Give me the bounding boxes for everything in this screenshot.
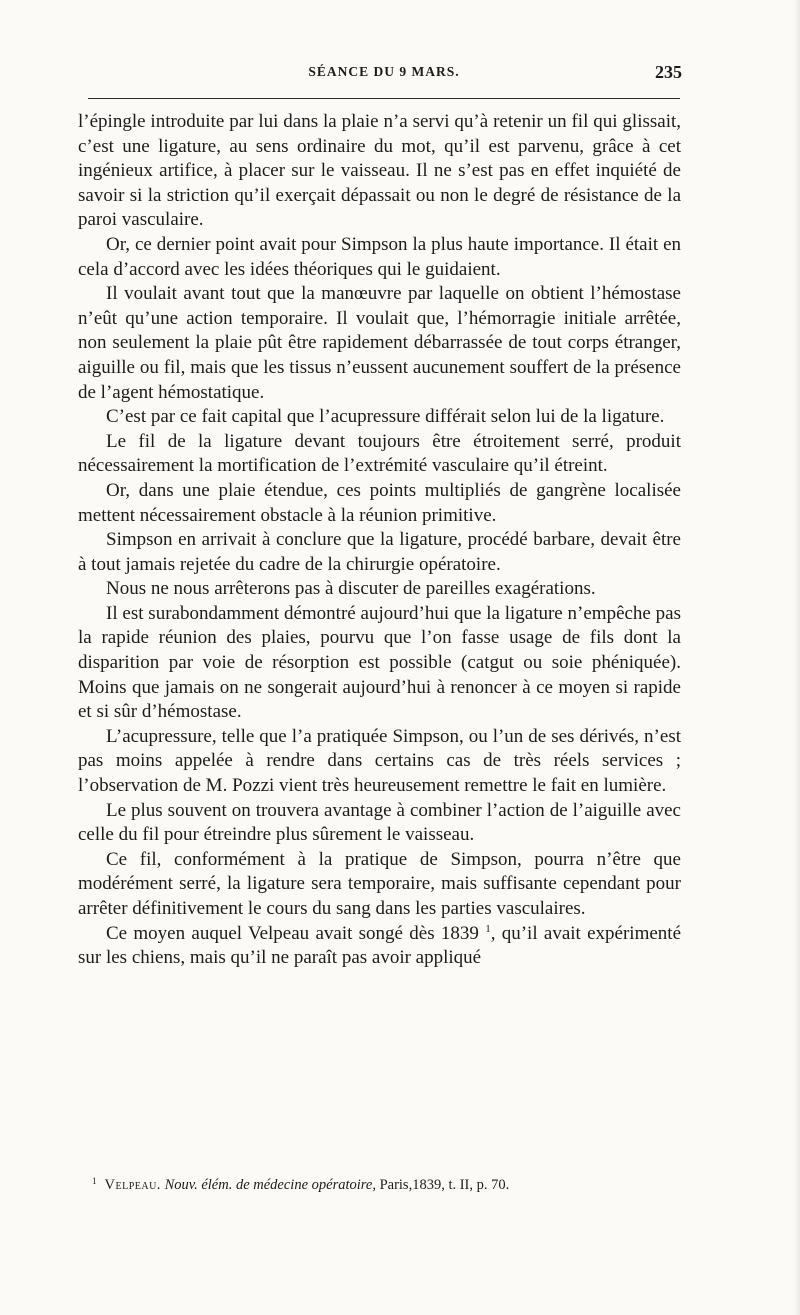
- paragraph: Or, dans une plaie étendue, ces points multipliés de gangrène localisée mettent nécessairement obstacle à la réunion primitive.: [78, 479, 681, 526]
- page-edge-shadow: [794, 0, 800, 1315]
- page-number: 235: [655, 62, 682, 82]
- footnote-marker: 1: [92, 1176, 97, 1186]
- running-head: [88, 64, 680, 88]
- body-text: [78, 110, 681, 971]
- footnote-author: Velpeau.: [104, 1177, 161, 1193]
- paragraph: Simpson en arrivait à conclure que la ligature, procédé barbare, devait être à tout jamais rejetée du cadre de la chirurgie opératoire.: [78, 529, 681, 575]
- paragraph: Le plus souvent on trouvera avantage à combiner l’action de l’aiguille avec celle du fil pour étreindre plus sûrement le vaisseau.: [78, 799, 681, 846]
- paragraph: Il est surabondamment démontré aujourd’hui que la ligature n’empêche pas la rapide réunion des plaies, pourvu que l’on fasse usage de fils dont la disparition par voie de résorption est possible (catgut ou soie phéniquée). Moins que jamais on ne songerait aujourd’hui à renoncer à ce moyen si rapide et si sûr d’hémostase.: [78, 602, 681, 723]
- paragraph: Il voulait avant tout que la manœuvre par laquelle on obtient l’hémostase n’eût qu’une action temporaire. Il voulait que, l’hémorragie initiale arrêtée, non seulement la plaie pût être rapidement débarrassée de tout corps étranger, aiguille ou fil, mais que les tissus n’eussent aucunement souffert de la présence de l’agent hémostatique.: [78, 283, 681, 403]
- paragraph: Ce fil, conformément à la pratique de Simpson, pourra n’être que modérément serré, la ligature sera temporaire, mais suffisante cependant pour arrêter définitivement le cours du sang dans les parties vasculaires.: [78, 848, 681, 919]
- footnote-details: Paris,1839, t. II, p. 70.: [379, 1177, 510, 1193]
- paragraph: Le fil de la ligature devant toujours être étroitement serré, produit nécessairement la mortification de l’extrémité vasculaire qu’il étreint.: [78, 430, 681, 477]
- running-title: SÉANCE DU 9 MARS.: [308, 64, 460, 79]
- header-rule: [88, 98, 680, 99]
- footnote: [92, 1172, 684, 1194]
- paragraph-text: qu’il avait expérimenté sur les chiens, mais qu’il ne paraît pas avoir appliqué: [78, 922, 682, 969]
- paragraph: C’est par ce fait capital que l’acupressure différait selon lui de la ligature.: [106, 406, 665, 428]
- footnote-reference[interactable]: 1: [485, 922, 491, 935]
- paragraph-text: Ce moyen auquel Velpeau avait songé dès 1839: [106, 922, 479, 944]
- footnote-title: Nouv. élém. de médecine opératoire,: [164, 1177, 376, 1193]
- paragraph: Or, ce dernier point avait pour Simpson la plus haute importance. Il était en cela d’accord avec les idées théoriques qui le guidaient.: [78, 233, 681, 280]
- paragraph-with-note: Ce moyen auquel Velpeau avait songé dès 1839 $^1$, qu’il avait expérimenté sur les chiens, mais qu’il ne paraît pas avoir appliqué: [78, 922, 682, 969]
- paragraph: l’épingle introduite par lui dans la plaie n’a servi qu’à retenir un fil qui glissait, c’est une ligature, au sens ordinaire du mot, qu’il est parvenu, grâce à cet ingénieux artifice, à placer sur le vaisseau. Il ne s’est pas en effet inquiété de savoir si la striction qu’il exerçait dépassait ou non le degré de résistance de la paroi vasculaire.: [78, 111, 681, 231]
- paragraph: Nous ne nous arrêterons pas à discuter de pareilles exagérations.: [106, 578, 596, 600]
- paragraph: L’acupressure, telle que l’a pratiquée Simpson, ou l’un de ses dérivés, n’est pas moins appelée à rendre dans certains cas de très réels services ; l’observation de M. Pozzi vient très heureusement remettre le fait en lumière.: [78, 725, 681, 797]
